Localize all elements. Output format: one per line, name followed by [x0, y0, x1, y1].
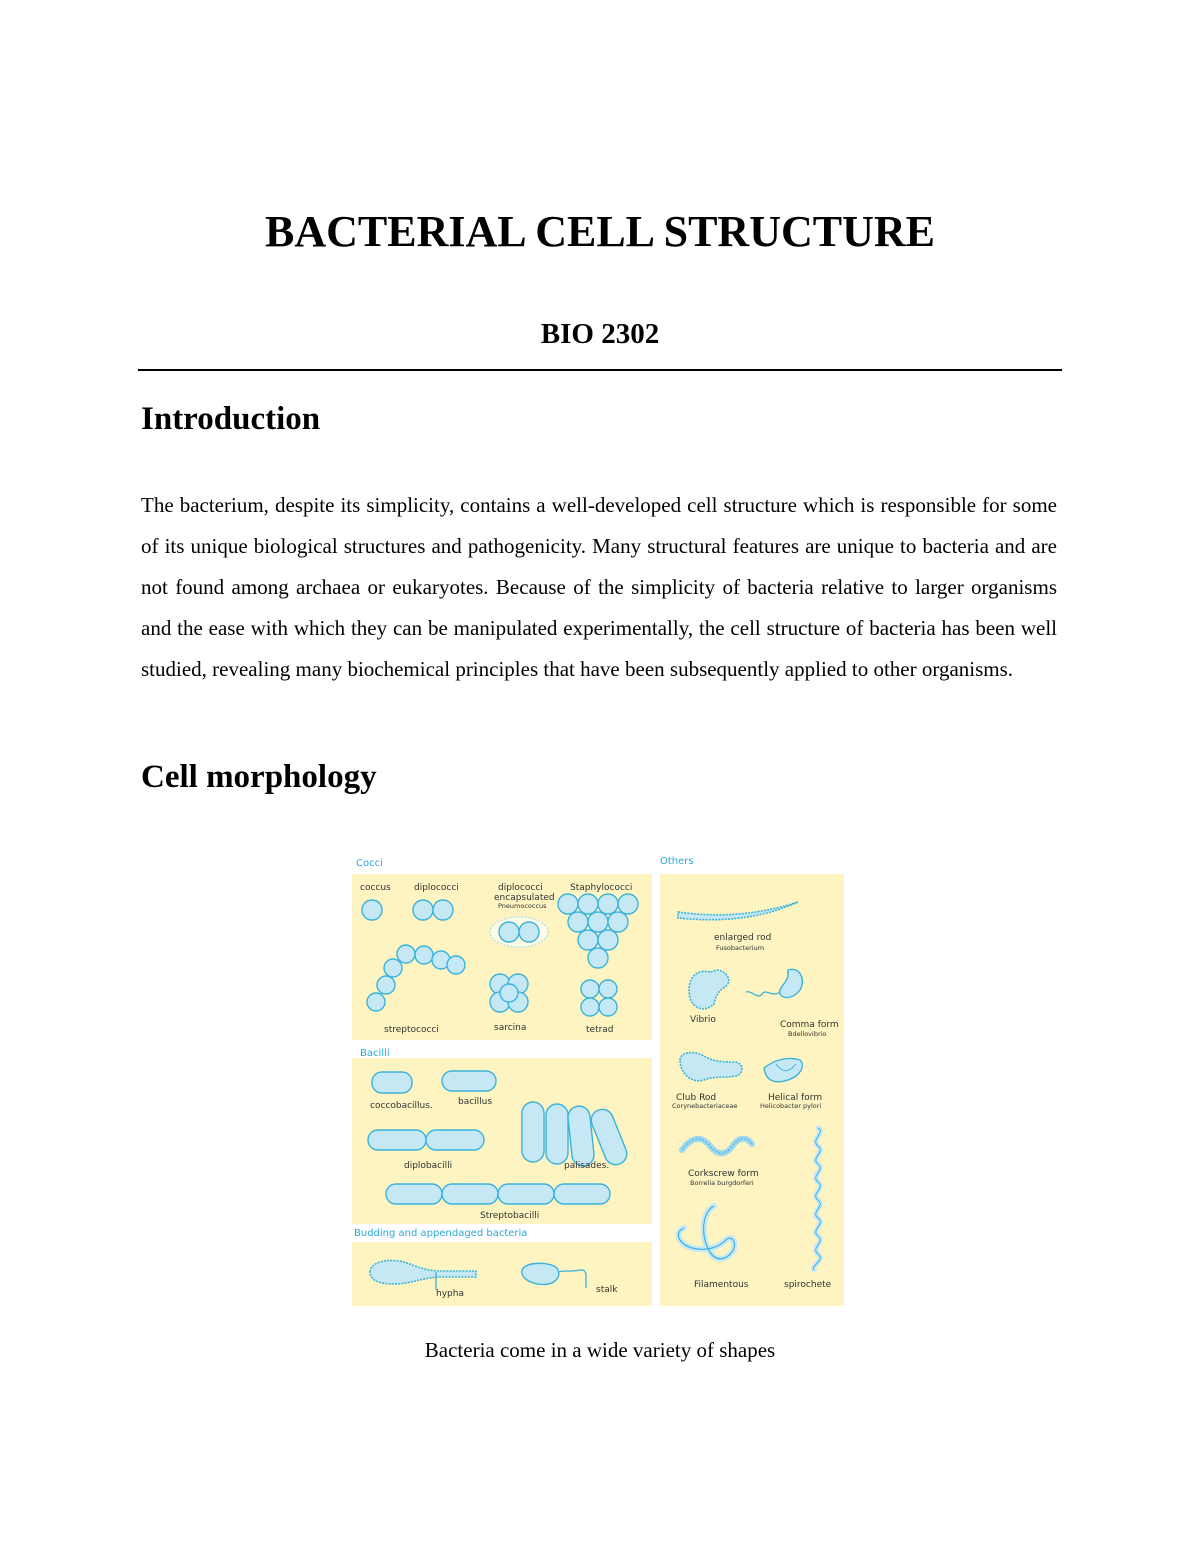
borrelia-label: Borrelia burgdorferi [690, 1179, 754, 1187]
spirochete-label: spirochete [784, 1280, 832, 1290]
diplococci-encapsulated-label-1: diplococci [498, 883, 543, 893]
encapsulated-cell [499, 922, 519, 942]
introduction-heading: Introduction [141, 401, 321, 437]
bacillus-cell [442, 1071, 496, 1091]
sarcina-label: sarcina [494, 1023, 527, 1033]
document-title: BACTERIAL CELL STRUCTURE [265, 207, 935, 256]
diplococci-cell [413, 900, 433, 920]
cocci-heading: Cocci [356, 858, 383, 869]
diplococci-cell [433, 900, 453, 920]
palisades-label: palisades. [564, 1161, 610, 1171]
tetrad-label: tetrad [586, 1025, 614, 1035]
pneumococcus-label: Pneumococcus [498, 902, 547, 910]
helicobacter-label: Helicobacter pylori [760, 1102, 822, 1110]
bacilli-heading: Bacilli [360, 1048, 390, 1059]
cell-morphology-heading: Cell morphology [141, 759, 377, 795]
encapsulated-cell [519, 922, 539, 942]
others-heading: Others [660, 856, 694, 867]
hypha-label: hypha [436, 1289, 464, 1299]
bdellovibrio-label: Bdellovibrio [788, 1030, 827, 1038]
course-code: BIO 2302 [540, 318, 660, 350]
budding-heading: Budding and appendaged bacteria [354, 1228, 528, 1239]
diplobacilli-label: diplobacilli [404, 1161, 453, 1171]
fusobacterium-label: Fusobacterium [716, 944, 765, 952]
diplococci-encapsulated-label-2: encapsulated [494, 893, 555, 903]
coccus-label: coccus [360, 883, 391, 893]
diplococci-label: diplococci [414, 883, 459, 893]
coccus-cell [362, 900, 382, 920]
staphylococci-label: Staphylococci [570, 883, 633, 893]
comma-form-label: Comma form [780, 1020, 839, 1030]
stalk-label: stalk [596, 1285, 618, 1295]
figure-caption: Bacteria come in a wide variety of shapes [424, 1338, 776, 1362]
filamentous-label: Filamentous [694, 1280, 749, 1290]
diplobacilli-cell [368, 1130, 426, 1150]
enlarged-rod-label: enlarged rod [714, 933, 772, 943]
vibrio-label: Vibrio [690, 1015, 716, 1025]
diplobacilli-cell [426, 1130, 484, 1150]
helical-form-label: Helical form [768, 1093, 823, 1103]
streptococci-label: streptococci [384, 1025, 439, 1035]
corkscrew-form-label: Corkscrew form [688, 1169, 759, 1179]
streptobacilli-label: Streptobacilli [480, 1211, 540, 1221]
header-divider [138, 369, 1062, 371]
corynebacteriaceae-label: Corynebacteriaceae [672, 1102, 738, 1110]
club-rod-label: Club Rod [676, 1093, 717, 1103]
bacillus-label: bacillus [458, 1097, 493, 1107]
coccobacillus-label: coccobacillus. [370, 1101, 433, 1111]
sarcina-cluster [490, 974, 528, 1012]
introduction-paragraph: The bacterium, despite its simplicity, contains a well-developed cell structure which is responsible for some of its unique biological structures and pathogenicity. Many structural features are unique to bacteria and are not found among archaea or eukaryotes. Because of the simplicity of bacteria relative to larger organisms and the ease with which they can be manipulated experimentally, the cell structure of bacteria has been well studied, revealing many biochemical principles that have been subsequently applied to other organisms. [141, 493, 1057, 681]
coccobacillus-cell [372, 1072, 412, 1093]
bacteria-shapes-figure [348, 852, 848, 1312]
